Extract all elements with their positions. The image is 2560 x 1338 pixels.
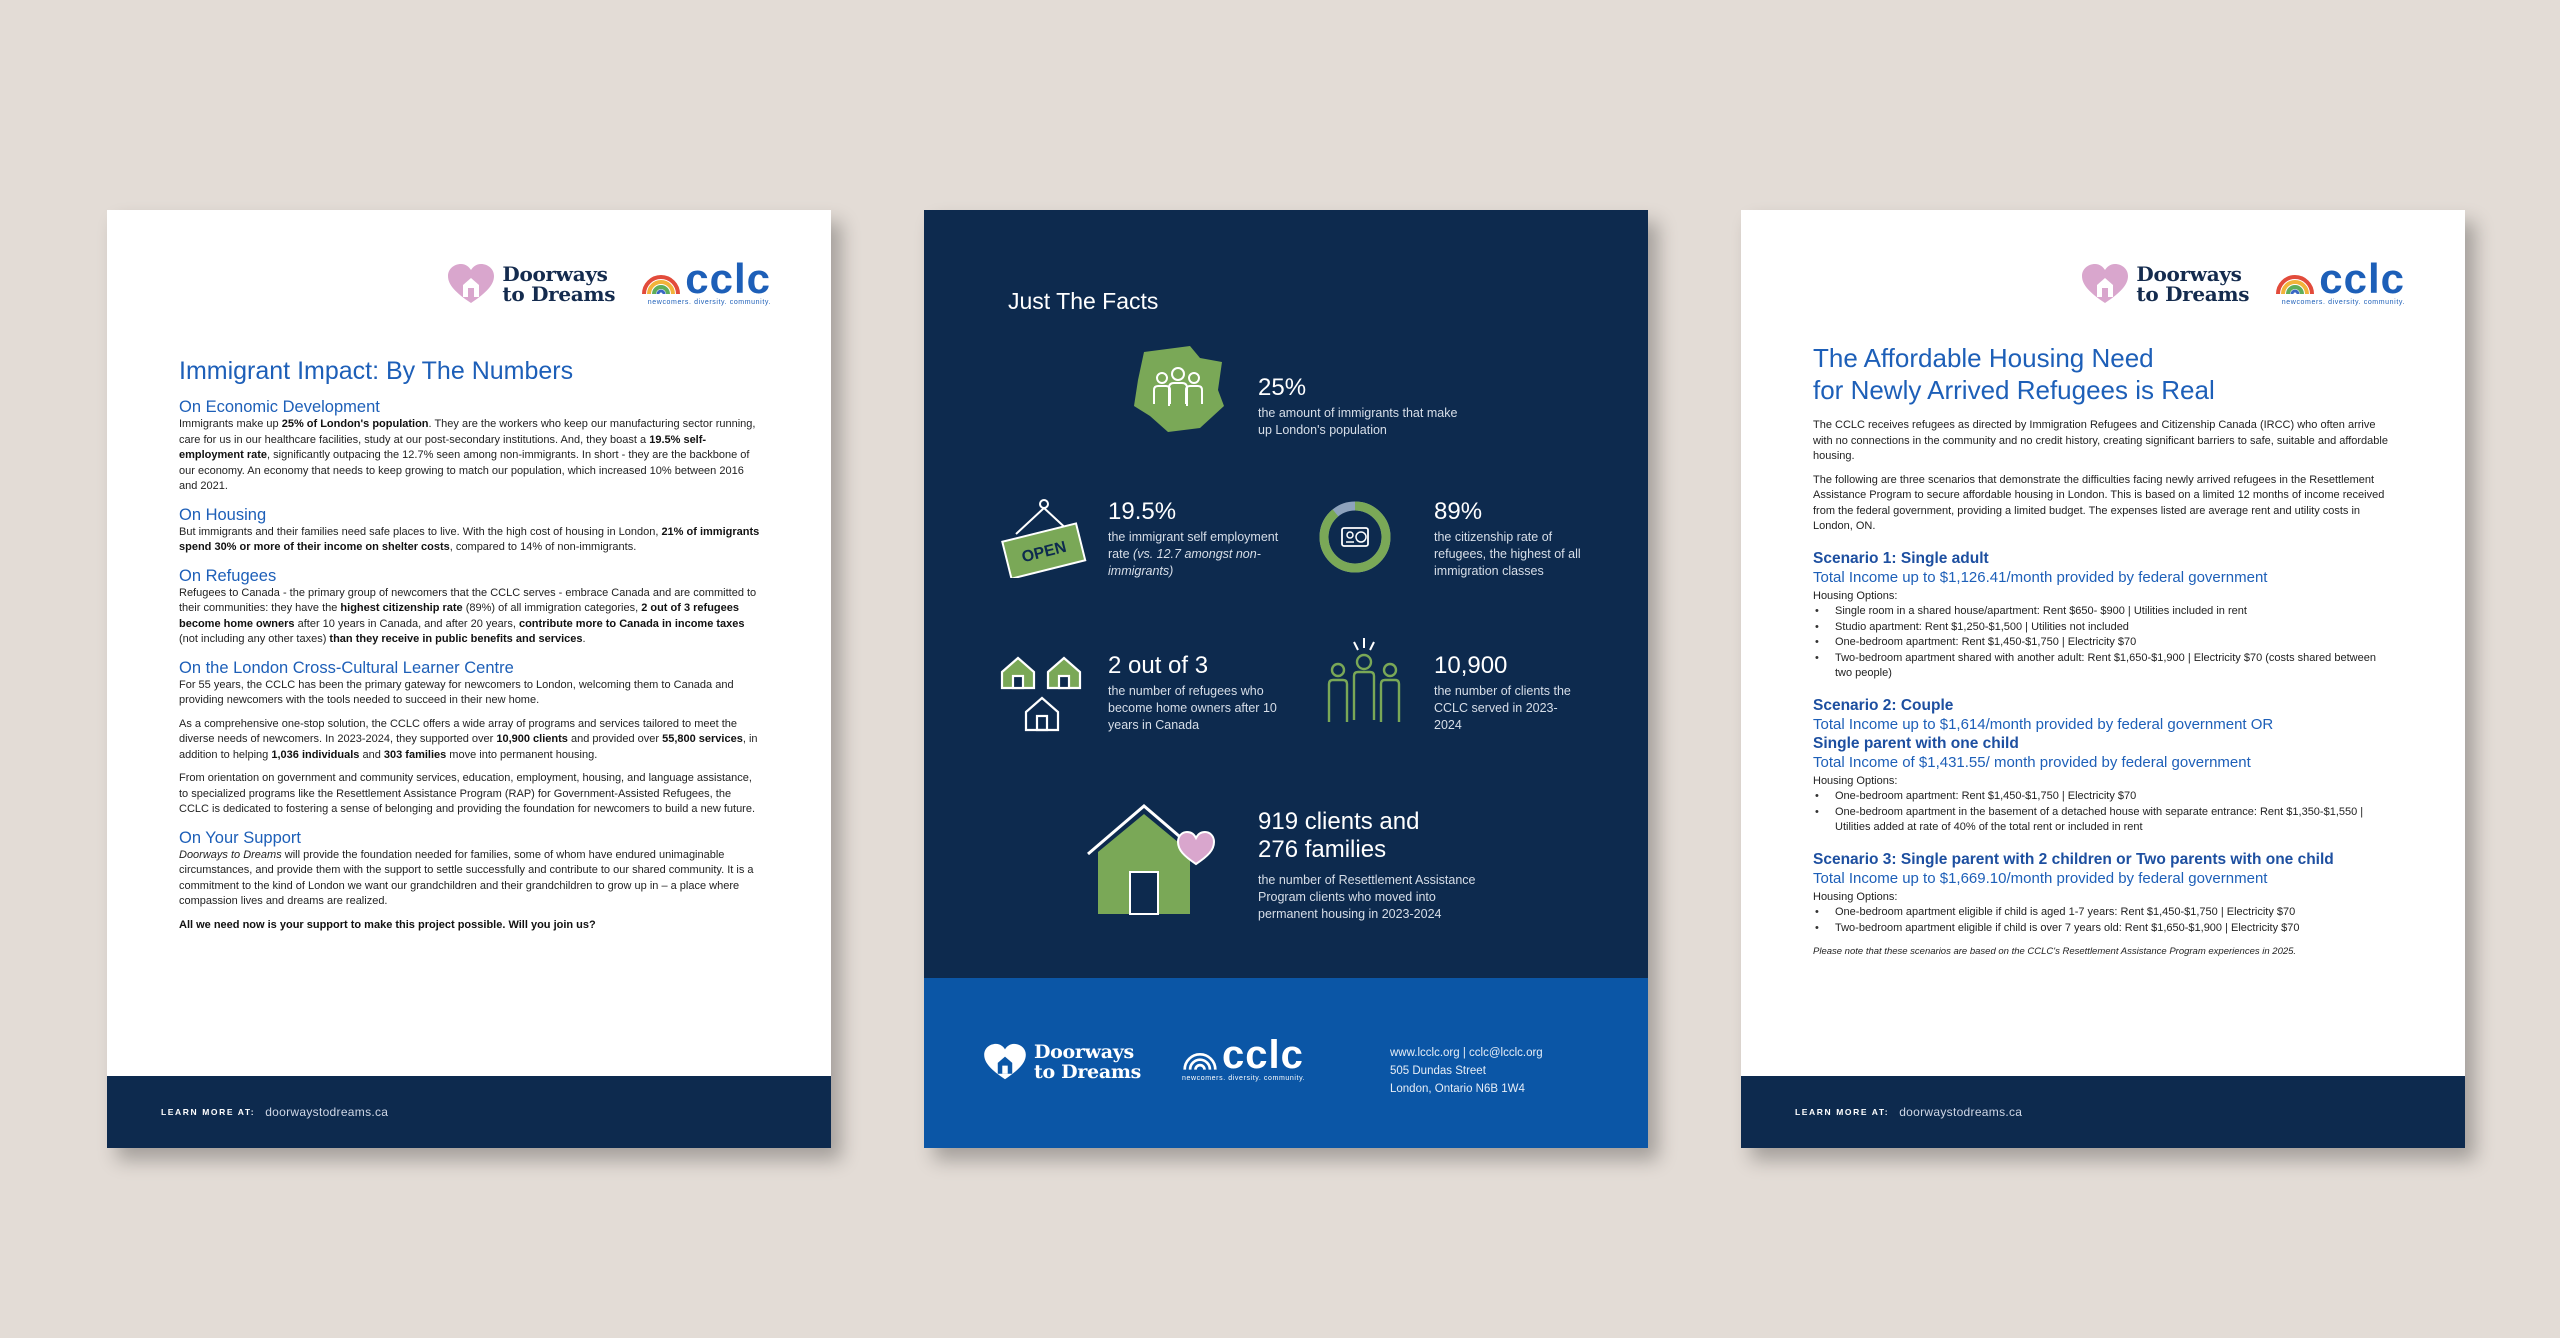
scenario-2-income-b: Total Income of $1,431.55/ month provided by federal government — [1813, 753, 2251, 771]
cclc-wordmark: cclc — [685, 255, 771, 302]
rainbow-arc-icon — [641, 264, 681, 296]
fact-permanent-housing — [1258, 808, 1498, 923]
intro-text-1: The CCLC receives refugees as directed by Immigration Refugees and Citizenship Canada (IRCC) who often arrive with no connections in the community and no credit history, creating significant barriers to safe, suitable and affordable housing. — [1813, 419, 2388, 462]
heart-house-icon — [982, 1043, 1028, 1081]
cclc-tagline: newcomers. diversity. community. — [647, 299, 771, 306]
fact-clients-served — [1434, 652, 1584, 734]
page3-title: The Affordable Housing Need for Newly Arrived Refugees is Real — [1813, 343, 2215, 405]
scenarios-note: Please note that these scenarios are based on the CCLC's Resettlement Assistance Program experiences in 2025. — [1813, 946, 2297, 957]
arc-icon — [1182, 1042, 1218, 1072]
london-map-people-icon — [1130, 346, 1226, 432]
cclc-logo: cclc newcomers. diversity. community. — [2275, 262, 2405, 306]
footer-label: LEARN MORE AT: — [1795, 1107, 1890, 1117]
cclc-tagline-white: newcomers. diversity. community. — [1182, 1075, 1306, 1082]
fact-permanent-housing-desc: the number of Resettlement Assistance Program clients who moved into permanent housing in 2023-2024 — [1258, 873, 1476, 921]
section-housing-text: But immigrants and their families need safe places to live. With the high cost of housing in London, 21% of immigrants spend 30% or more of their income on shelter costs, compared to 14% of non-immigrants. — [179, 525, 760, 553]
heart-house-icon — [2080, 263, 2130, 305]
scenario-2-income: Total Income up to $1,614/month provided by federal government OR — [1813, 715, 2274, 733]
open-sign-label: OPEN — [1020, 538, 1069, 567]
cclc-logo — [641, 255, 771, 306]
list-item: • One-bedroom apartment: Rent $1,450-$1,750 | Electricity $70 — [1835, 789, 2395, 805]
cclc-wordmark-white: cclc — [1222, 1033, 1304, 1077]
doorways-to-dreams-logo: Doorways to Dreams — [2080, 263, 2249, 305]
scenario-3-income: Total Income up to $1,669.10/month provided by federal government — [1813, 869, 2268, 887]
page1-body — [179, 356, 761, 941]
cclc-logo-white — [1182, 1033, 1306, 1082]
doorways-to-dreams-logo — [446, 263, 615, 305]
intro-text-2: The following are three scenarios that demonstrate the difficulties facing newly arrived refugees in the Resettlement Assistance Program to secure affordable housing in London. This is based on a limited 12 months of income received from the federal government, providing a limited budget. The expenses listed are average rent and utility costs in London, ON. — [1813, 473, 2385, 532]
fact-immigrant-share — [1258, 374, 1458, 439]
list-item: • One-bedroom apartment in the basement of a detached house with separate entrance: Rent $1,350-$1,550 | Utilities added at rate of 40% of the total rent or included in rent — [1835, 805, 2395, 836]
section-support-text: Doorways to Dreams will provide the foundation needed for families, some of whom have endured unimaginable circumstances, and provide them with the support to settle successfully and contribute to our shared community. It is a commitment to the kind of London we want our grandchildren and their grandchildren to grow up in – a place where compassion lives and dreams are realized. — [179, 848, 754, 907]
scenario-2-title-b: Single parent with one child — [1813, 734, 2019, 752]
housing-options-label: Housing Options: — [1813, 774, 1898, 787]
fact-home-owners-desc: the number of refugees who become home owners after 10 years in Canada — [1108, 684, 1277, 732]
fact-citizenship-rate-desc: the citizenship rate of refugees, the highest of all immigration classes — [1434, 530, 1581, 578]
fact-clients-served-value: 10,900 — [1434, 652, 1508, 679]
fact-immigrant-share-value: 25% — [1258, 374, 1307, 401]
scenario-3-title: Scenario 3: Single parent with 2 children or Two parents with one child — [1813, 850, 2334, 868]
facts-title: Just The Facts — [1008, 288, 1159, 314]
open-sign-icon — [996, 494, 1092, 578]
dtd-line-2: to Dreams — [502, 282, 616, 306]
contact-city: London, Ontario N6B 1W4 — [1390, 1083, 1525, 1095]
scenario-2-title: Scenario 2: Couple — [1813, 696, 1954, 714]
dtd-line-1: Doorways — [502, 262, 608, 286]
scenario-1-income: Total Income up to $1,126.41/month provided by federal government — [1813, 568, 2268, 586]
list-item: • One-bedroom apartment eligible if child is aged 1-7 years: Rent $1,450-$1,750 | Electricity $70 — [1835, 905, 2395, 921]
fact-clients-served-desc: the number of clients the CCLC served in 2023-2024 — [1434, 684, 1571, 732]
scenario-2-options — [1813, 774, 2395, 836]
section-refugees-text: Refugees to Canada - the primary group of newcomers that the CCLC serves - embrace Canada and are committed to their communities: they have the highest citizenship rate (89%) of all immigration categories, 2 out of 3 refugees become home owners after 10 years in Canada, and after 20 years, contribute more to Canada in income taxes (not including any other taxes) than they receive in public benefits and services. — [179, 586, 757, 645]
list-item: • One-bedroom apartment: Rent $1,450-$1,750 | Electricity $70 — [1835, 635, 2395, 651]
footer-url-link[interactable]: doorwaystodreams.ca — [265, 1105, 389, 1119]
fact-permanent-housing-value: 919 clients and 276 families — [1258, 808, 1420, 863]
section-cclc-text-3: From orientation on government and community services, education, employment, housing, and language assistance, to specialized programs like the Resettlement Assistance Program (RAP) for Government-Assisted Refugees, the CCLC is dedicated to fostering a sense of belonging and providing the foundation for newcomers to build a new future. — [179, 772, 756, 815]
scenario-1-options — [1813, 589, 2395, 682]
logo-bar — [2080, 255, 2405, 306]
closing-callout: All we need now is your support to make this project possible. Will you join us? — [179, 918, 596, 931]
section-cclc-text-2: As a comprehensive one-stop solution, the CCLC offers a wide array of programs and services tailored to meet the diverse needs of newcomers. In 2023-2024, they supported over 10,900 clients and provided over 55,800 services, in addition to helping 1,036 individuals and 303 families move into permanent housing. — [179, 717, 758, 761]
rainbow-arc-icon — [2275, 264, 2315, 296]
page1-title: Immigrant Impact: By The Numbers — [179, 357, 574, 385]
logo-bar — [446, 255, 771, 306]
heart-house-icon — [446, 263, 496, 305]
fact-self-employment-desc: the immigrant self employment rate (vs. 12.7 amongst non-immigrants) — [1108, 530, 1279, 578]
fact-self-employment-value: 19.5% — [1108, 498, 1177, 525]
list-item: • Two-bedroom apartment eligible if child is over 7 years old: Rent $1,650-$1,900 | Electricity $70 — [1835, 921, 2395, 937]
housing-options-label: Housing Options: — [1813, 890, 1898, 903]
section-economic-text: Immigrants make up 25% of London's population. They are the workers who keep our manufacturing sector running, care for us in our healthcare facilities, study at our post-secondary institutions. And, they boast a 19.5% self-employment rate, significantly outpacing the 12.7% seen among non-immigrants. In short - they are the backbone of our economy. An economy that needs to keep growing to match our population, which increased 10% between 2016 and 2021. — [179, 418, 756, 492]
footer-url-link[interactable]: doorwaystodreams.ca — [1899, 1105, 2023, 1119]
citizenship-donut-icon — [1318, 500, 1392, 574]
doorways-to-dreams-logo-white: Doorways to Dreams — [982, 1042, 1141, 1082]
house-heart-icon — [1084, 802, 1220, 922]
section-refugees-heading: On Refugees — [179, 566, 277, 585]
section-cclc-heading: On the London Cross-Cultural Learner Centre — [179, 658, 514, 677]
fact-citizenship-rate — [1434, 498, 1594, 580]
scenario-1-title: Scenario 1: Single adult — [1813, 549, 1989, 567]
three-houses-icon — [998, 652, 1090, 736]
fact-immigrant-share-desc: the amount of immigrants that make up London's population — [1258, 406, 1458, 437]
group-clients-icon — [1316, 636, 1412, 740]
section-economic-heading: On Economic Development — [179, 398, 380, 416]
list-item: • Studio apartment: Rent $1,250-$1,500 | Utilities not included — [1835, 620, 2395, 636]
flyer-page-immigrant-impact — [107, 210, 831, 1148]
housing-options-label: Housing Options: — [1813, 589, 1898, 602]
flyer-page-affordable-housing — [1741, 210, 2465, 1148]
contact-block — [1390, 1044, 1543, 1098]
fact-home-owners-value: 2 out of 3 — [1108, 652, 1209, 679]
list-item: • Single room in a shared house/apartment: Rent $650- $900 | Utilities included in rent — [1835, 604, 2395, 620]
footer-label: LEARN MORE AT: — [161, 1107, 256, 1117]
page2-footer — [924, 978, 1648, 1148]
section-cclc-text-1: For 55 years, the CCLC has been the primary gateway for newcomers to London, welcoming them to Canada and providing newcomers with the tools needed to succeed in their new home. — [179, 678, 734, 706]
scenario-3-options — [1813, 890, 2395, 937]
page3-footer — [1741, 1076, 2465, 1148]
fact-citizenship-rate-value: 89% — [1434, 498, 1483, 525]
contact-street: 505 Dundas Street — [1390, 1065, 1486, 1077]
contact-web-email[interactable]: www.lcclc.org | cclc@lcclc.org — [1390, 1047, 1543, 1059]
section-housing-heading: On Housing — [179, 505, 267, 524]
page3-body — [1813, 342, 2395, 960]
flyer-page-just-the-facts — [924, 210, 1648, 1148]
fact-self-employment — [1108, 498, 1288, 580]
list-item: • Two-bedroom apartment shared with another adult: Rent $1,650-$1,900 | Electricity $70 (costs shared between two people) — [1835, 651, 2395, 682]
page1-footer — [107, 1076, 831, 1148]
fact-home-owners — [1108, 652, 1284, 734]
section-support-heading: On Your Support — [179, 828, 302, 847]
